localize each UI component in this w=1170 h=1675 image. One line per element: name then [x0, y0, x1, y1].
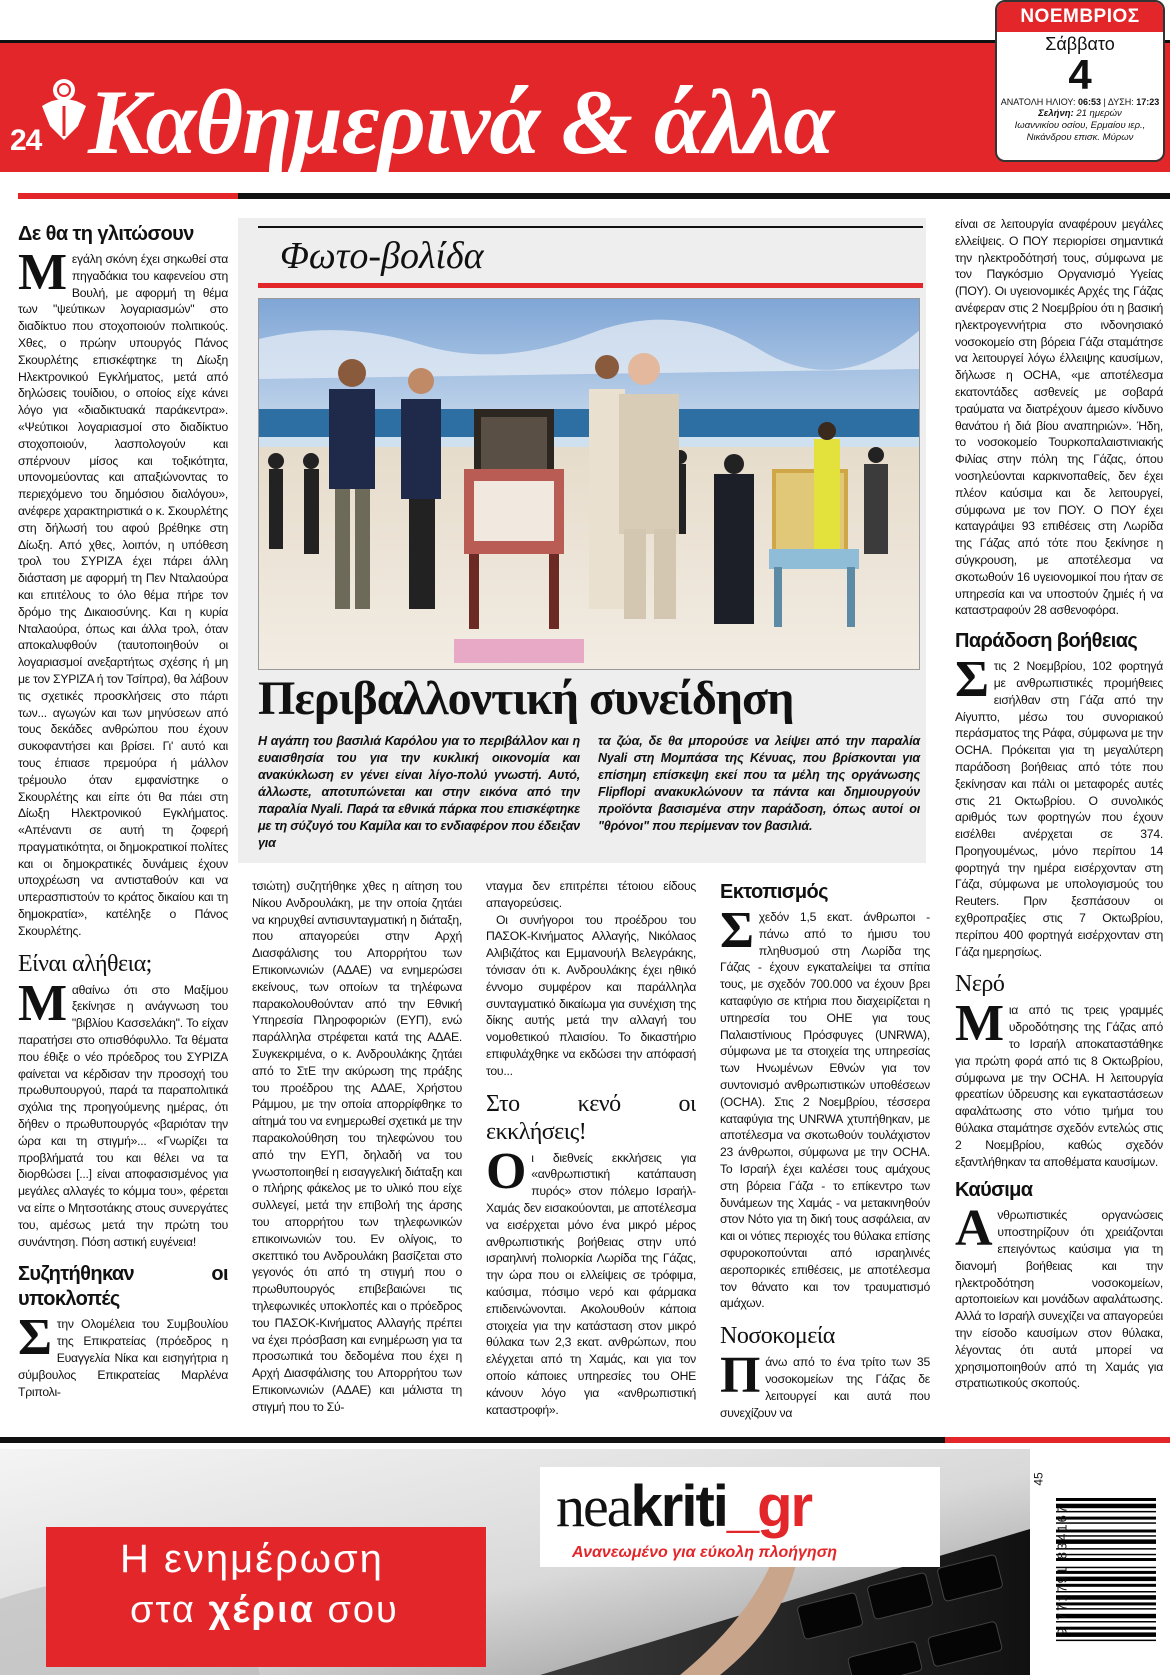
right-column	[955, 216, 1163, 1426]
barcode-icon	[1032, 1462, 1164, 1672]
ad-brand-logo: neakriti_gr	[556, 1474, 812, 1539]
date-weekday: Σάββατο	[1045, 34, 1115, 54]
top-rule-red	[18, 193, 238, 199]
article-body: τσιώτη) συζητήθηκε χθες η αίτηση του Νίκου Ανδρουλάκη, με την οποία ζητάει να κηρυχθεί αντισυνταγματική η διάταξη, που απαγορεύει στην Αρχή Διασφάλισης του Απορρήτου των Επικοινωνιών (ΑΔΑΕ) να ενημερώσει εκείνους, των οποίων τα τηλέφωνα παρακολουθούνταν από την Εθνική Υπηρεσία Πληροφοριών (ΕΥΠ), ενώ παράλληλα στρέφεται κατά της ΑΔΑΕ. Συγκεκριμένα, ο κ. Ανδρουλάκης ζητάει από το ΣτΕ την ακύρωση της πράξης του προέδρου της ΑΔΑΕ, Χρήστου Ράμμου, με την οποία απορρίφθηκε το αίτημά του να ενημερωθεί σχετικά με την παρακολούθηση του τηλεφώνου του από την ΕΥΠ, δηλαδή να του γνωστοποιηθεί η εισαγγελική διάταξη και ο πλήρης φάκελος με το υλικό που είχε συλλεγεί, μετά την επιβολή της άρσης του απορρήτου των τηλεφωνικών επικοινωνιών του. Εν ολίγοις, το σκεπτικό του Ανδρουλάκη βασίζεται στο γεγονός ότι από τη στιγμή που ο πρωθυπουργός επιβεβαιώνει τις τηλεφωνικές υποκλοπές και ο πρόεδρος του ΠΑΣΟΚ-Κινήματος Αλλαγής πρέπει να έχει πρόσβαση και ενημέρωση για τα προσωπικά του δεδομένα που έχει η Αρχή Διασφάλισης του Απορρήτου των Επικοινωνιών (ΑΔΑΕ) και μάλιστα τη στιγμή που το Σύ-	[252, 879, 462, 1414]
ad-slogan-line1: Η ενημέρωση	[120, 1537, 384, 1581]
newspaper-logo-icon	[38, 76, 90, 142]
page-number: 24	[10, 124, 42, 157]
article-body: νταγμα δεν επιτρέπει τέτοιου είδους απαγορεύσεις.	[486, 879, 696, 910]
article-body: Στην Ολομέλεια του Συμβουλίου της Επικρατείας (πρόεδρος η Ευαγγελία Νίκα και εισηγήτρια η σύμβουλος Επικρατείας Μαρλένα Τριπολι-	[18, 1309, 228, 1399]
feature-headline: Περιβαλλοντική συνείδηση	[258, 672, 794, 725]
article-heading: Δε θα τη γλιτώσουν	[18, 223, 194, 245]
article-body: Οι διεθνείς εκκλήσεις για «ανθρωπιστική κατάπαυση πυρός» στον πόλεμο Ισραήλ-Χαμάς δεν εισακούονται, με αποτέλεσμα να εισέρχεται μόνο ένα μικρό μέρος ανθρωπιστικής βοήθειας στην υπό ισραηλινή πολιορκία Λωρίδα της Γάζας, την ώρα που οι ελλείψεις σε τρόφιμα, καύσιμα, πόσιμο νερό και φάρμακα επιδεινώνονται. Ακολουθούν κάποια στοιχεία για την κατάσταση στον μικρό θύλακα των 2,3 εκατ. ανθρώπων, που ελέγχεται από τη Χαμάς, και για τον οποίο κάποιες υπηρεσίες του ΟΗΕ κάνουν λόγο για «ανθρωπιστική καταστροφή».	[486, 1142, 696, 1417]
top-rule-black	[238, 193, 1170, 199]
article-body: είναι σε λειτουργία αναφέρουν μεγάλες ελλείψεις. Ο ΠΟΥ περιορίσει σημαντικά την ηλεκτροδότησή τους, σύμφωνα με τον Παγκόσμιο Οργανισμό Υγείας (ΠΟΥ). Οι υγειονομικές Αρχές της Γάζας ανέφεραν στις 2 Νοεμβρίου ότι η βασική ηλεκτρογεννήτρια στο ινδονησιακό νοσοκομείο στη βόρεια Γάζα σταμάτησε να λειτουργεί λόγω έλλειψης καυσίμων, δήλωσε η OCHA, «με αποτέλεσμα εκατοντάδες ασθενείς με σοβαρά τραύματα να διατρέχουν άμεσο κίνδυνο θανάτου ή διά βίου αναπηριών». Ήδη, το νοσοκομείο Τουρκοπαλαιστινιακής Φιλίας στην πόλη της Γάζας, όπου νοσηλεύονται καρκινοπαθείς, δεν έχει πλέον καύσιμα και δε λειτουργεί, σύμφωνα με τον ΠΟΥ. Ο ΠΟΥ έχει καταγράψει 93 επιθέσεις στη Λωρίδα της Γάζας από τότε που ξεκίνησε η σύγκρουση, με αποτέλεσμα να σκοτωθούν 16 υγειονομικοί που ήταν σε υπηρεσία και να υποστούν ζημιές ή να καταστραφούν 28 ασθενοφόρα.	[955, 217, 1163, 618]
article-heading: Στο κενό οι εκκλήσεις!	[486, 1090, 696, 1145]
article-heading: Είναι αλήθεια;	[18, 950, 152, 977]
left-column	[18, 220, 228, 1430]
feature-kicker: Φωτο-βολίδα	[280, 235, 484, 277]
feature-red-rule	[258, 283, 923, 288]
ad-slogan-line2: στα χέρια σου	[130, 1589, 399, 1631]
advertisement-banner[interactable]	[0, 1449, 1030, 1675]
footer-rule-red	[945, 1437, 1170, 1443]
feature-photo	[258, 298, 920, 670]
barcode-digits: 9 771791 834167	[1054, 1503, 1070, 1636]
feature-top-rule	[258, 226, 923, 228]
article-body: Σχεδόν 1,5 εκατ. άνθρωποι - πάνω από το ήμισυ του πληθυσμού στη Λωρίδα της Γάζας - έχουν εγκαταλείψει τα σπίτια τους, με σχεδόν 700.000 να έχουν βρει καταφύγιο σε κτήρια που διαχειρίζεται η υπηρεσία του ΟΗΕ για τους Παλαιστίνιους Πρόσφυγες (UNRWA), σύμφωνα με τα στοιχεία της υπηρεσίας των Ηνωμένων Εθνών για τον συντονισμό ανθρωπιστικών υποθέσεων (OCHA). Στις 2 Νοεμβρίου, τέσσερα καταφύγια της UNRWA χτυπήθηκαν, με αποτέλεσμα να σκοτωθούν τουλάχιστον 23 άνθρωποι, σύμφωνα με την OCHA. Το Ισραήλ έχει καλέσει τους αμάχους στη βόρεια Γάζα - το επίκεντρο των δυνάμεων της Χαμάς - να μετακινηθούν στον Νότο για τη δική τους ασφάλεια, αν και οι νότιες περιοχές του θύλακα επίσης σφυροκοπούνται από ισραηλινές αεροπορικές επιθέσεις, με αποτέλεσμα τον θάνατο και τον τραυματισμό αμάχων.	[720, 902, 930, 1311]
article-body: Πάνω από το ένα τρίτο των 35 νοσοκομείων της Γάζας δε λειτουργεί και αυτά που συνεχίζουν να	[720, 1347, 930, 1420]
middle-column-1	[252, 878, 462, 1423]
ad-tagline: Ανανεωμένο για εύκολη πλοήγηση	[572, 1544, 838, 1561]
article-body: Μεγάλη σκόνη έχει σηκωθεί στα πηγαδάκια του καφενείου στη Βουλή, με αφορμή τη θέμα των "ψεύτικων λογαριασμών" στο διαδίκτυο που στοχοποιούν πολιτικούς. Χθες, ο πρώην υπουργός Πάνος Σκουρλέτης επισκέφτηκε τη Δίωξη Ηλεκτρονικού Εγκλήματος, μετά από δηλώσεις τουίδιου, ο οποίος είχε κάνει λόγο για «διαδικτυακά παράκεντρα». «Ψεύτικοι λογαριασμοί στο διαδίκτυο στοχοποιούν, λασπολογούν και σπέρνουν μίσος και τοξικότητα, υπονομεύοντας και απαξιώνοντας το περιεχόμενο του δημόσιου διαλόγου», ανέφερε χαρακτηριστικά ο κ. Σκουρλέτης στη δήλωσή του αφού βρέθηκε στη Δίωξη. Από χθες, λοιπόν, η υπόθεση τρολ του ΣΥΡΙΖΑ έχει πάρει άλλη διάσταση με αφορμή τη Πεν Νταλαούρα και επιτέλους το όλο θέμα πήρε τον δρόμο της Δικαιοσύνης. Και η κυρία Νταλαούρα, όπως και άλλα τρολ, όταν αποκαλυφθούν (ταυτοποιηθούν οι λογαριασμοί ανεξαρτήτως σχέσης ή μη με τον ΣΥΡΙΖΑ ή τον Τσίπρα), θα λάβουν τις σχετικές προσκλήσεις στο πάρτι των... αγωγών και των μηνύσεων από τους δεκάδες ανθρώπου που έχουν συκοφαντήσει και βρίσει. Γι' αυτό και τους έπιασε πρεμούρα ή μάλλον τρέμουλο όταν εμφανίστηκε ο Σκουρλέτης και είπε ότι θα πάει στη Δίωξη Ηλεκτρονικού Εγκλήματος. «Απέναντι σε αυτή τη ζοφερή πραγματικότητα, οι δημοκρατικοί πολίτες και οι δημοκρατικές δυνάμεις έχουν υποχρέωση να αντισταθούν και να υπερασπιστούν το κράτος δικαίου και τη δημοκρατία», κατέληξε ο Πάνος Σκουρλέτης.	[18, 244, 228, 938]
article-heading: Καύσιμα	[955, 1179, 1033, 1202]
barcode	[1032, 1462, 1164, 1672]
issue-number: 45	[1031, 1472, 1046, 1486]
article-heading: Εκτοπισμός	[720, 881, 828, 903]
article-body: Στις 2 Νοεμβρίου, 102 φορτηγά με ανθρωπιστικές προμήθειες εισήλθαν στη Γάζα από την Αίγυπτο, μέσω του συνοριακού περάσματος της Ράφα, σύμφωνα με την OCHA. Πρόκειται για τη μεγαλύτερη παράδοση βοήθειας από τότε που ξεκίνησαν και πάλι οι μεταφορές αυτές στις 21 Οκτωβρίου. Ο συνολικός αριθμός των φορτηγών που έχουν εισέλθει ανέρχεται σε 374. Προηγουμένως, μόνο περίπου 14 φορτηγά την ημέρα εισέρχονταν στη Γάζα, σύμφωνα με υπολογισμούς του Reuters. Πριν ξεσπάσουν οι εχθροπραξίες στις 7 Οκτωβρίου, περίπου 400 φορτηγά εισέρχονταν στη Γάζα ημερησίως.	[955, 651, 1163, 959]
saints-of-day: Ιωαννικίου οσίου, Ερμαίου ιερ., Νικάνδρου επισκ. Μύρων	[1014, 120, 1146, 143]
article-body: Οι συνήγοροι του προέδρου του ΠΑΣΟΚ-Κινήματος Αλλαγής, Νικόλαος Αλιβιζάτος και Εμμανουήλ Βελεγράκης, τόνισαν ότι κ. Ανδρουλάκης έχει ηθικό έννομο συμφέρον και παράλληλα συνταγματικό δικαίωμα για συνέχιση της δίκης αυτής μετά την αλλαγή του νομοθετικού πλαισίου. Το δικαστήριο επιφυλάχθηκε να εκδώσει την απόφασή του...	[486, 912, 696, 1078]
article-heading: Νερό	[955, 971, 1005, 998]
article-body: Μαθαίνω ότι στο Μαξίμου ξεκίνησε η ανάγνωση του "βιβλίου Κασσελάκη". Το είχαν παρατήσει στο οπισθόφυλλο. Τα θέματα που έθιξε ο νέο πρόεδρος του ΣΥΡΙΖΑ φαίνεται να κέρδισαν την προσοχή του πρωθυπουργού, παρά τα παραπολιτικά σχόλια της προηγούμενης ημέρας, ότι δήθεν ο πρωθυπουργός «βαριόταν την ώρα και τη στιγμή»... «Γνωρίζει τα προβλήματά του και θέλει να τα διορθώσει [...] είναι αποφασισμένος για μεγάλες αλλαγές το κόμμα του», φέρεται να είπε ο Μητσοτάκης στους συνεργάτες του, αμέσως μετά την πρώτη του συνάντηση. Πόση αστική ευγένεια!	[18, 974, 228, 1249]
sun-times: ΑΝΑΤΟΛΗ ΗΛΙΟΥ: 06:53 | ΔΥΣΗ: 17:23	[1000, 97, 1160, 107]
date-day: 4	[1068, 51, 1092, 98]
article-body: Ανθρωπιστικές οργανώσεις υποστηρίζουν ότι χρειάζονται επειγόντως καύσιμα για τη διανομή βοήθειας και την ηλεκτροδότηση νοσοκομείων, αρτοποιείων και μονάδων αφαλάτωσης. Αλλά το Ισραήλ συνεχίζει να απαγορεύει την είσοδο καυσίμων στον θύλακα, λέγοντας ότι αυτά μπορεί να χρησιμοποιηθούν από τη Χαμάς για στρατιωτικούς σκοπούς.	[955, 1200, 1163, 1391]
feature-caption-left: Η αγάπη του βασιλιά Καρόλου για το περιβάλλον και η ευαισθησία του για την κυκλική οικονομία και ανακύκλωση εν γένει είναι λίγο-πολύ γνωστή. Αυτό, άλλωστε, αποτυπώνεται και στην εικόνα από την παραλία Nyali. Παρά τα εθνικά πάρκα που επισκέφτηκε με τη σύζυγό του Καμίλα και το ενδιαφέρον που έδειξαν για	[258, 734, 580, 850]
middle-column-2	[486, 878, 696, 1423]
date-box	[995, 0, 1165, 162]
date-month: ΝΟΕΜΒΡΙΟΣ	[997, 2, 1163, 32]
section-title: Καθημερινά & άλλα	[88, 71, 834, 173]
moon-phase: Σελήνη: 21 ημερών	[1038, 108, 1122, 119]
footer-rule-black	[0, 1437, 945, 1443]
article-heading: Παράδοση βοήθειας	[955, 630, 1138, 653]
middle-column-3	[720, 878, 930, 1423]
feature-caption-right: τα ζώα, δε θα μπορούσε να λείψει από την παραλία Nyali στη Μομπάσα της Κένυας, που βρίσκονται για επίσημη επίσκεψη εκεί που τα μέλη της οργάνωσης Flipflopi ανακυκλώνουν τα πάντα και δημιουργούν προϊόντα βασισμένα στην παράδοση, όπως αυτοί οι "θρόνοι" που περίμεναν τον βασιλιά.	[598, 734, 920, 833]
article-heading: Νοσοκομεία	[720, 1323, 835, 1350]
article-heading: Συζητήθηκαν οι υποκλοπές	[18, 1263, 228, 1311]
article-body: Μια από τις τρεις γραμμές υδροδότησης της Γάζας από το Ισραήλ αποκαταστάθηκε για πρώτη φορά από τις 8 Οκτωβρίου, σύμφωνα με την OCHA. Η λειτουργία φρεατίων ύδρευσης και εγκαταστάσεων αφαλάτωσης στο νότιο τμήμα του θύλακα σταμάτησε σχεδόν εντελώς στις 2 Νοεμβρίου, καθώς σχεδόν εξαντλήθηκαν τα αποθέματα καυσίμων.	[955, 995, 1163, 1169]
